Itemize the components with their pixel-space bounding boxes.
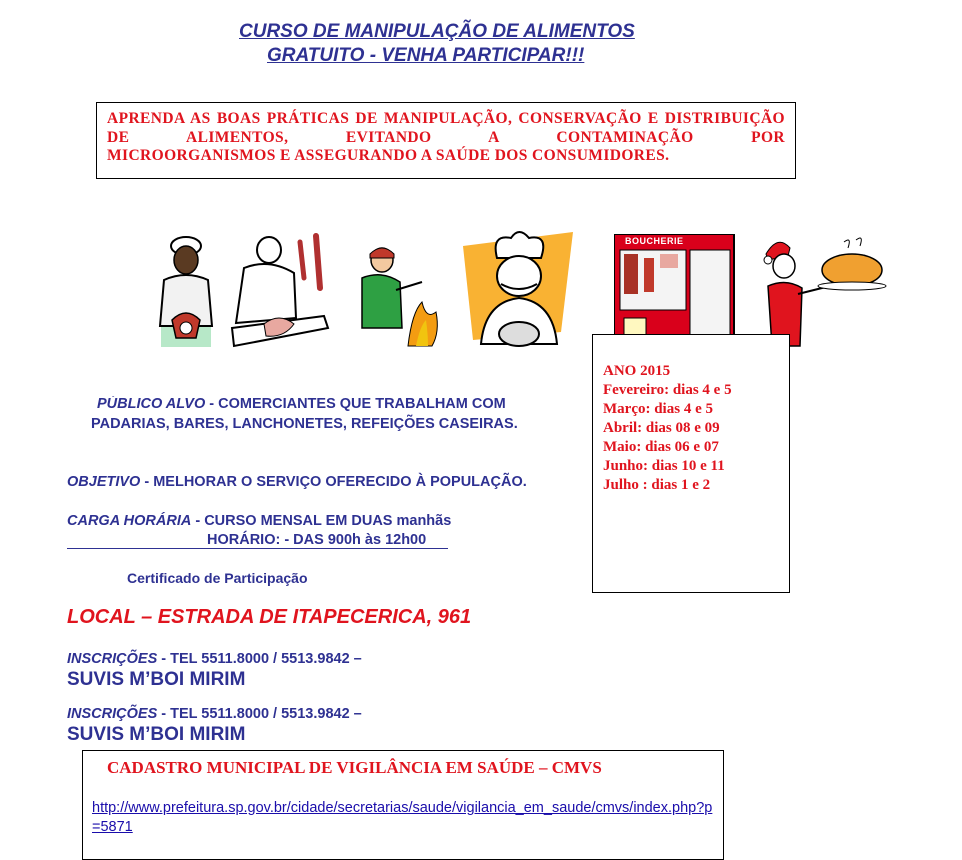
inscricoes-line bbox=[67, 651, 362, 667]
suvis-org: SUVIS M’BOI MIRIM bbox=[67, 724, 246, 745]
meat-cutter-icon bbox=[224, 228, 334, 350]
cmvs-box bbox=[82, 750, 724, 860]
suvis-org: SUVIS M’BOI MIRIM bbox=[67, 669, 246, 690]
certificado-text: Certificado de Participação bbox=[127, 570, 308, 586]
grilling-woman-icon bbox=[356, 242, 446, 350]
schedule-date: Abril: dias 08 e 09 bbox=[603, 420, 720, 436]
objetivo-text: - MELHORAR O SERVIÇO OFERECIDO À POPULAÇÃO. bbox=[140, 474, 527, 490]
shop-sign-text: BOUCHERIE bbox=[625, 236, 684, 246]
page-title-line2: GRATUITO - VENHA PARTICIPAR!!! bbox=[267, 45, 585, 66]
intro-box bbox=[96, 102, 796, 179]
intro-text-last: MICROORGANISMOS E ASSEGURANDO A SAÚDE DOS CONSUMIDORES. bbox=[107, 147, 670, 164]
inscricoes-text: - TEL 5511.8000 / 5513.9842 – bbox=[157, 651, 362, 667]
local-text: LOCAL – ESTRADA DE ITAPECERICA, 961 bbox=[67, 606, 472, 628]
inscricoes-text: - TEL 5511.8000 / 5513.9842 – bbox=[157, 706, 362, 722]
schedule-date: Maio: dias 06 e 07 bbox=[603, 439, 719, 455]
intro-text-main: APRENDA AS BOAS PRÁTICAS DE MANIPULAÇÃO, CONSERVAÇÃO E DISTRIBUIÇÃO DE ALIMENTOS, EVITANDO A CONTAMINAÇÃO POR bbox=[107, 110, 785, 146]
publico-text-line1: - COMERCIANTES QUE TRABALHAM COM bbox=[205, 396, 506, 412]
cmvs-title: CADASTRO MUNICIPAL DE VIGILÂNCIA EM SAÚDE – CMVS bbox=[107, 758, 602, 777]
schedule-date: Julho : dias 1 e 2 bbox=[603, 477, 711, 493]
objetivo-line bbox=[67, 474, 527, 490]
inscricoes-label: INSCRIÇÕES bbox=[67, 651, 158, 667]
schedule-date: Junho: dias 10 e 11 bbox=[603, 458, 725, 474]
butcher-worker-icon bbox=[156, 234, 216, 349]
carga-text: - CURSO MENSAL EM DUAS manhãs bbox=[191, 513, 452, 529]
publico-text-line2: PADARIAS, BARES, LANCHONETES, REFEIÇÕES CASEIRAS. bbox=[91, 416, 518, 432]
schedule-box bbox=[592, 334, 790, 593]
objetivo-label: OBJETIVO bbox=[67, 474, 141, 490]
chef-icon bbox=[461, 228, 576, 350]
horario-text: HORÁRIO: - DAS 900h às 12h00 bbox=[207, 532, 427, 548]
schedule-year: ANO 2015 bbox=[603, 363, 671, 379]
page-title-line1: CURSO DE MANIPULAÇÃO DE ALIMENTOS bbox=[239, 21, 635, 42]
publico-label: PÚBLICO ALVO bbox=[97, 396, 206, 412]
inscricoes-line bbox=[67, 706, 362, 722]
woman-serving-turkey-icon bbox=[760, 234, 888, 350]
boucherie-shop-icon bbox=[614, 234, 736, 344]
publico-line1 bbox=[97, 396, 552, 412]
schedule-date: Fevereiro: dias 4 e 5 bbox=[603, 382, 732, 398]
carga-line bbox=[67, 513, 451, 529]
intro-text bbox=[107, 110, 785, 166]
inscricoes-label: INSCRIÇÕES bbox=[67, 706, 158, 722]
horario-line bbox=[67, 532, 448, 549]
cmvs-link[interactable]: http://www.prefeitura.sp.gov.br/cidade/secretarias/saude/vigilancia_em_saude/cmvs/index.php?p=5871 bbox=[92, 800, 713, 835]
schedule-date: Março: dias 4 e 5 bbox=[603, 401, 713, 417]
carga-label: CARGA HORÁRIA bbox=[67, 513, 192, 529]
